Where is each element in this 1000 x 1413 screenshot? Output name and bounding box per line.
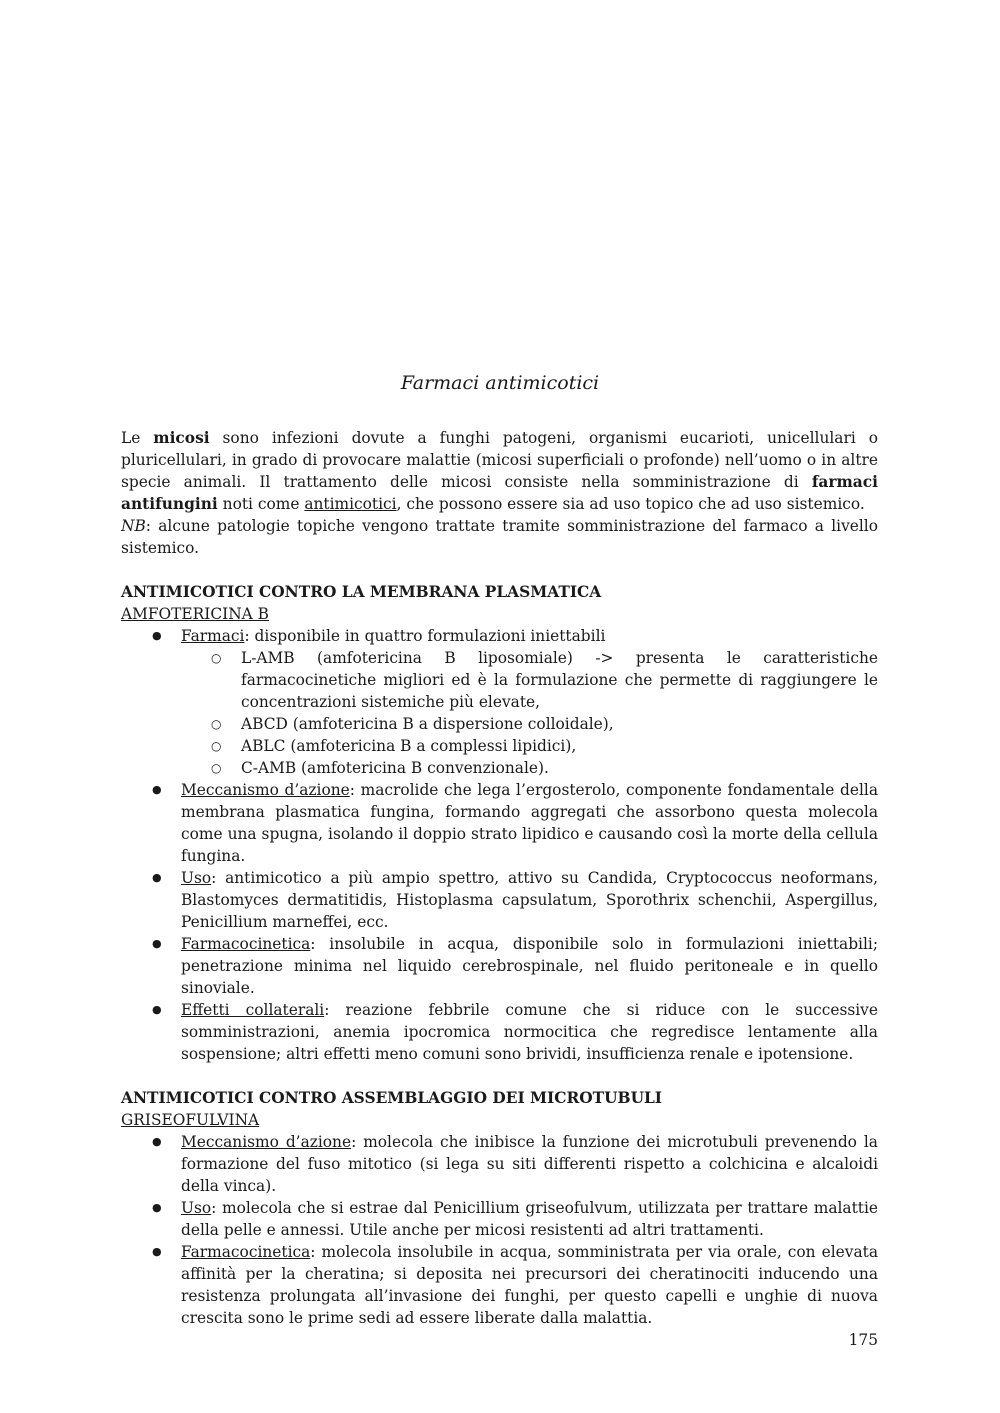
page-content — [121, 427, 878, 1329]
list-item — [181, 1241, 878, 1329]
item-label: Meccanismo d’azione — [181, 781, 350, 799]
item-label: Uso — [181, 869, 212, 887]
item-text: : reazione febbrile comune che si riduce con le successive somministrazioni, anemia ipocromica normocitica che regredisce lentamente alla sospensione; altri effetti meno comuni sono brividi, insufficienza renale e ipotensione. — [181, 1001, 878, 1063]
intro-bold-farmaci: farmaci antifungini — [121, 473, 878, 513]
sub-list-item: ○ ABCD (amfotericina B a dispersione colloidale), — [241, 713, 878, 735]
list-item — [181, 779, 878, 867]
sub-list-item: ○ ABLC (amfotericina B a complessi lipidici), — [241, 735, 878, 757]
bullet-list — [121, 625, 878, 1065]
sub-list-item: ○ C-AMB (amfotericina B convenzionale). — [241, 757, 878, 779]
sub-list — [181, 647, 878, 779]
item-text: : disponibile in quattro formulazioni iniettabili — [244, 627, 606, 645]
item-text: : macrolide che lega l’ergosterolo, componente fondamentale della membrana plasmatica fungina, formando aggregati che assorbono questa molecola come una spugna, isolando il doppio strato lipidico e causando così la morte della cellula fungina. — [181, 781, 878, 865]
sub-list-item: ○ L-AMB (amfotericina B liposomiale) -> presenta le caratteristiche farmacocinetiche migliori ed è la formulazione che permette di raggiungere le concentrazioni sistemiche più elevate, — [241, 647, 878, 713]
page-number: 175 — [848, 1331, 878, 1349]
item-label: Uso — [181, 1199, 212, 1217]
intro-text: Le — [121, 429, 154, 447]
drug-name: AMFOTERICINA B — [121, 605, 269, 623]
item-text: : antimicotico a più ampio spettro, attivo su Candida, Cryptococcus neoformans, Blastomyces dermatitidis, Histoplasma capsulatum, Sporothrix schenchii, Aspergillus, Penicillium marneffei, ecc. — [181, 869, 878, 931]
item-text: : molecola che inibisce la funzione dei microtubuli prevenendo la formazione del fuso mitotico (si lega su siti differenti rispetto a colchicina e alcaloidi della vinca). — [181, 1133, 878, 1195]
item-label: Meccanismo d’azione — [181, 1133, 352, 1151]
intro-underlined-antimicotici: antimicotici — [304, 495, 397, 513]
nb-text: : alcune patologie topiche vengono trattate tramite somministrazione del farmaco a livello sistemico. — [121, 517, 878, 557]
intro-bold-micosi: micosi — [153, 429, 210, 447]
item-text: : molecola che si estrae dal Penicillium griseofulvum, utilizzata per trattare malattie della pelle e annessi. Utile anche per micosi resistenti ad altri trattamenti. — [181, 1199, 878, 1239]
list-item — [181, 625, 878, 779]
nb-label: NB — [121, 517, 146, 535]
item-label: Farmaci — [181, 627, 245, 645]
nb-paragraph — [121, 515, 878, 559]
item-label: Farmacocinetica — [181, 935, 311, 953]
section-heading: ANTIMICOTICI CONTRO LA MEMBRANA PLASMATICA — [121, 583, 602, 601]
list-item — [181, 933, 878, 999]
intro-text: , che possono essere sia ad uso topico che ad uso sistemico. — [396, 495, 865, 513]
drug-name: GRISEOFULVINA — [121, 1111, 260, 1129]
list-item — [181, 1131, 878, 1197]
item-label: Effetti collaterali — [181, 1001, 325, 1019]
item-label: Farmacocinetica — [181, 1243, 311, 1261]
bullet-list — [121, 1131, 878, 1329]
page-title: Farmaci antimicotici — [400, 372, 600, 394]
list-item — [181, 867, 878, 933]
intro-text: sono infezioni dovute a funghi patogeni, organismi eucarioti, unicellulari o pluricellulari, in grado di provocare malattie (micosi superficiali o profonde) nell’uomo o in altre specie animali. Il trattamento delle micosi consiste nella somministrazione di — [121, 429, 878, 491]
list-item — [181, 999, 878, 1065]
intro-paragraph — [121, 427, 878, 515]
list-item — [181, 1197, 878, 1241]
section-heading: ANTIMICOTICI CONTRO ASSEMBLAGGIO DEI MICROTUBULI — [121, 1089, 663, 1107]
item-text: : molecola insolubile in acqua, somministrata per via orale, con elevata affinità per la cheratina; si deposita nei precursori dei cheratinociti inducendo una resistenza prolungata all’invasione dei funghi, per questo capelli e unghie di nuova crescita sono le prime sedi ad essere liberate dalla malattia. — [181, 1243, 878, 1327]
intro-text: noti come — [217, 495, 305, 513]
item-text: : insolubile in acqua, disponibile solo in formulazioni iniettabili; penetrazione minima nel liquido cerebrospinale, nel fluido peritoneale e in quello sinoviale. — [181, 935, 878, 997]
